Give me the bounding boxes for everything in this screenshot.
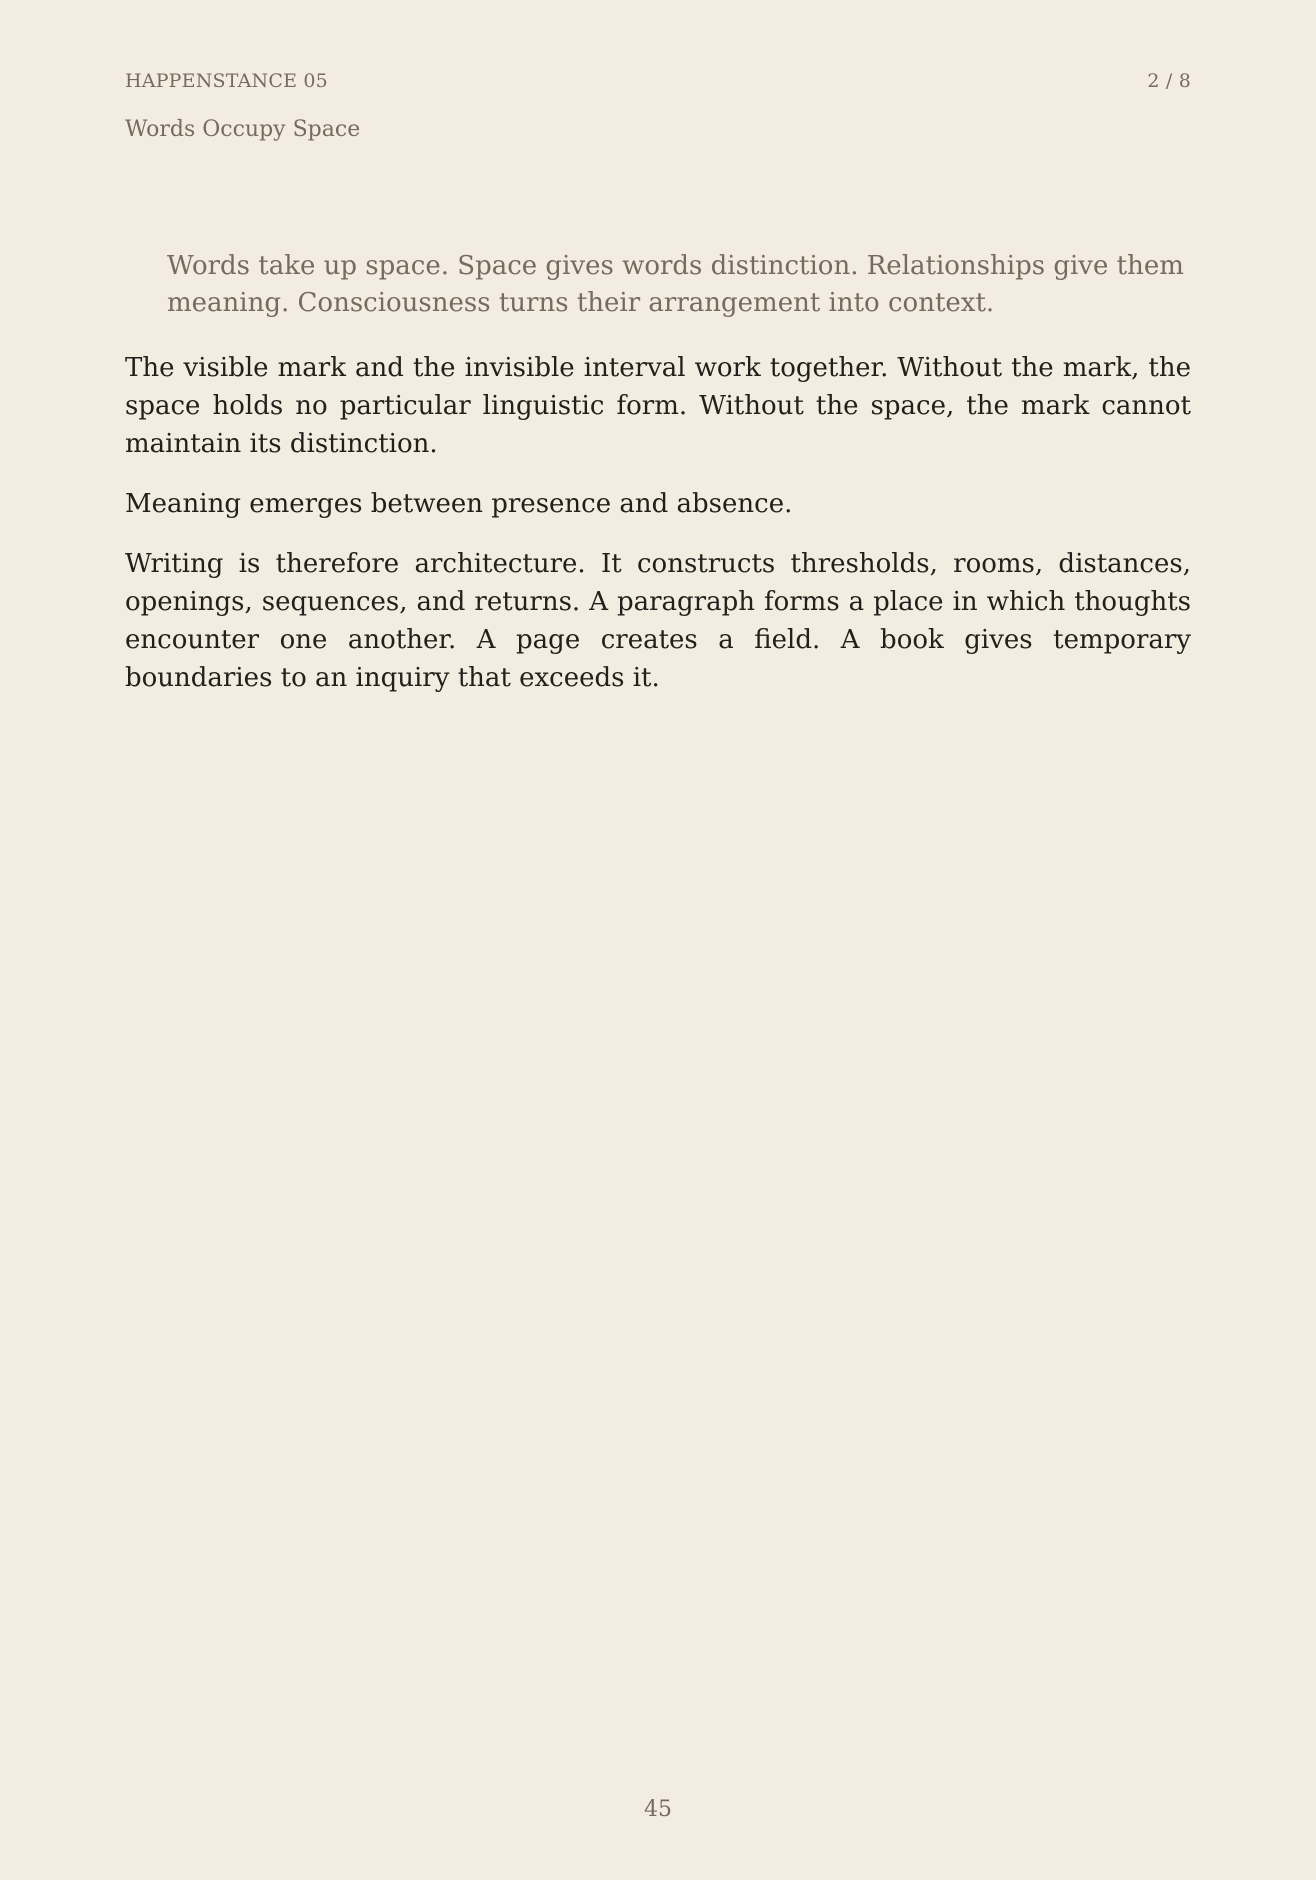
paragraph: Writing is therefore architecture. It constructs thresholds, rooms, distances, openings, sequences, and returns. A paragraph forms a place in which thoughts encounter one another. A page creates a field. A book gives temporary boundaries to an inquiry that exceeds it.	[125, 549, 1191, 693]
body-text	[125, 248, 1191, 719]
page-number: 45	[644, 1797, 672, 1822]
page-indicator: 2 / 8	[1147, 70, 1191, 92]
chapter-title: Words Occupy Space	[125, 117, 361, 142]
book-title: HAPPENSTANCE 05	[125, 70, 328, 92]
running-header	[125, 70, 1191, 94]
paragraph: Meaning emerges between presence and absence.	[125, 489, 793, 519]
paragraph: The visible mark and the invisible interval work together. Without the mark, the space holds no particular linguistic form. Without the space, the mark cannot maintain its distinction.	[125, 353, 1191, 459]
epigraph: Words take up space. Space gives words distinction. Relationships give them meaning. Consciousness turns their arrangement into context.	[167, 251, 1184, 318]
